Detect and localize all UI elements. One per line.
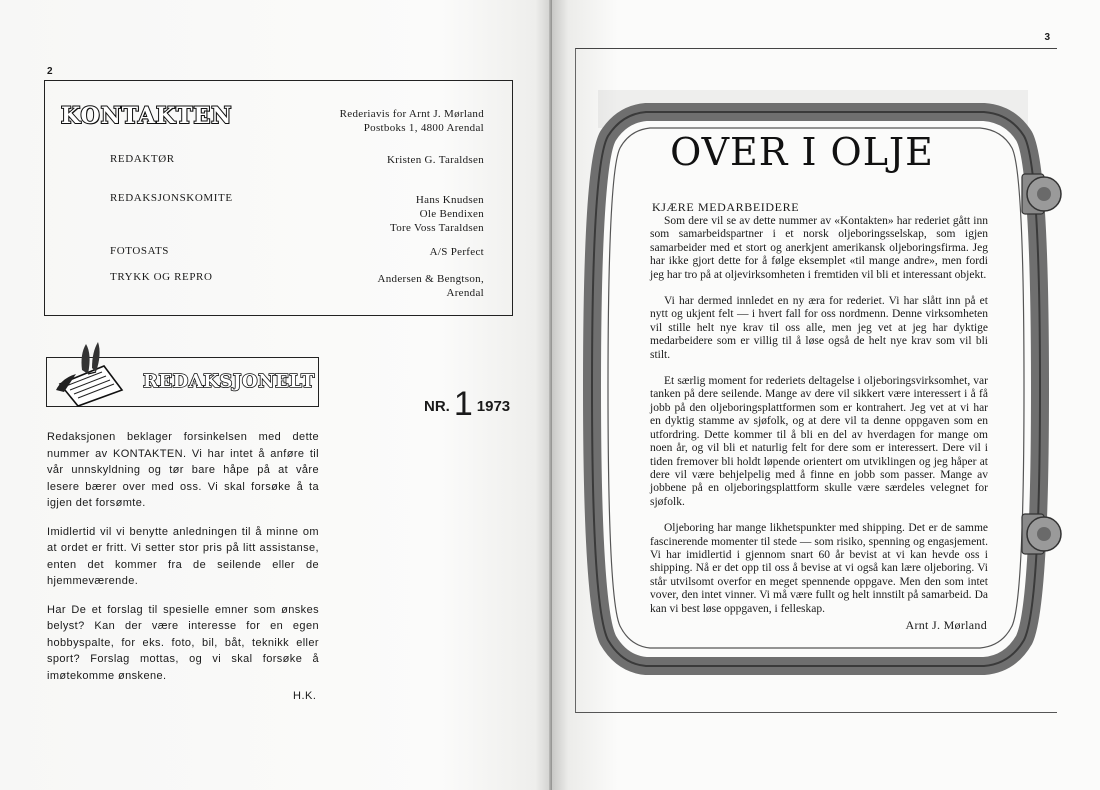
article-headline: OVER I OLJE [670,130,934,174]
masthead-box [44,80,513,316]
issue-prefix: NR. [424,398,450,415]
kontakten-logo: KONTAKTEN [61,103,233,129]
publisher-line: Rederiavis for Arnt J. Mørland [339,108,484,120]
publisher-info [340,107,484,135]
print-label: TRYKK OG REPRO [110,271,213,283]
committee-label: REDAKSJONSKOMITE [110,192,233,204]
page-number-left: 2 [47,66,53,77]
article-paragraph: Vi har dermed innledet en ny æra for rederiet. Vi har slått inn på et nytt og ukjent felt — i hvert fall for oss nordmenn. Denne virksomheten vil stille helt nye krav til oss alle, men jeg vet at jeg har dyktige medarbeidere som er villig til å løse også de helt nye krav som vil bli stilt. [650,295,988,361]
editorial-text [47,429,319,696]
issue-number [424,385,510,424]
publisher-line: Postboks 1, 4800 Arendal [363,122,484,134]
editorial-paragraph: Redaksjonen beklager forsinkelsen med dette nummer av KONTAKTEN. Vi har intet å anføre til vår unnskyldning og tør bare håpe på at våre lesere bærer over med oss. Vi skal forsøke å ta igjen det forsømte. [47,431,319,509]
print-value [377,272,484,300]
editorial-paragraph: Imidlertid vil vi benytte anledningen til å minne om at ordet er fritt. Vi setter stor pris på litt assistanse, enten det kommer fra de seilende eller de hjemmeværende. [47,525,319,587]
typesetting-label: FOTOSATS [110,245,170,257]
quill-and-paper-icon [52,340,134,408]
article-paragraph: Oljeboring har mange likhetspunkter med shipping. Det er de samme fascinerende momenter til stede — som risiko, spenning og engasjement. Vi har imidlertid i gjennom snart 60 år bevist at vi kan hevde oss i shipping. Nå er det opp til oss å bevise at vi også kan lære oljeboring. Vi står utvilsomt overfor en meget spennende oppgave. Men den som intet vover, den intet vinner. Vi må være fullt og helt innstilt på samarbeid. Da kan vi best løse oppgaven, i felleskap. [650,522,988,615]
committee-member: Tore Voss Taraldsen [390,222,484,234]
issue-no: 1 [453,385,473,423]
editorial-signature: H.K. [293,690,317,702]
typesetting-value [430,245,484,259]
article-paragraph: Et særlig moment for rederiets deltagelse i oljeboringsvirksomhet, var tanken på dere seilende. Mange av dere vil sikkert være interessert i å få jobb på den oljeboringsplattformen som er kontrahert. Jeg vet at vi har en dyktig stamme av sjøfolk, og at dere vil ta denne oppgaven som en utfordring. Dette kommer til å bli en del av hverdagen for mange om noen år, og vil bli et naturlig felt for dere som er interessert. Dere vil i tiden fremover bli holdt løpende orientert om utviklingen og jeg håper at dere vil være behjelpelig med å finne en jobb som passer. Mange av jobbene på en oljeboringsplattform skulle være særdeles velegnet for sjøfolk. [650,375,988,508]
article-salutation: KJÆRE MEDARBEIDERE [652,200,800,214]
section-title: REDAKSJONELT [143,371,315,392]
editorial-paragraph: Har De et forslag til spesielle emner som ønskes belyst? Kan der være interesse for en egen hobbyspalte, for eks. foto, bil, båt, teknikk eller sport? Forslag mottas, og vi skal forsøke å imøtekomme ønskene. [47,603,319,682]
committee-member: Ole Bendixen [419,208,484,220]
committee-value [390,193,484,235]
page-number-right: 3 [1044,32,1050,43]
editor-label: REDAKTØR [110,153,175,165]
article-paragraph: Som dere vil se av dette nummer av «Kontakten» har rederiet gått inn som samarbeidspartner i et norsk oljeboringsselskap, som igjen samarbeider med et stort og anerkjent amerikansk oljeboringsfirma. Jeg har ikke gjort dette for å følge eksemplet «til mange andre», men fordi jeg har tro på at oljevirksomheten i fremtiden vil bli et interessant objekt. [650,215,988,281]
print-company: Andersen & Bengtson, [377,273,484,285]
article-signature: Arnt J. Mørland [905,618,987,632]
print-city: Arendal [446,287,484,299]
editor-name: Kristen G. Taraldsen [387,154,484,166]
issue-year: 1973 [476,398,511,415]
typesetting-company: A/S Perfect [429,246,484,258]
committee-member: Hans Knudsen [415,194,484,206]
editor-value [387,153,484,167]
article-body [650,215,988,629]
